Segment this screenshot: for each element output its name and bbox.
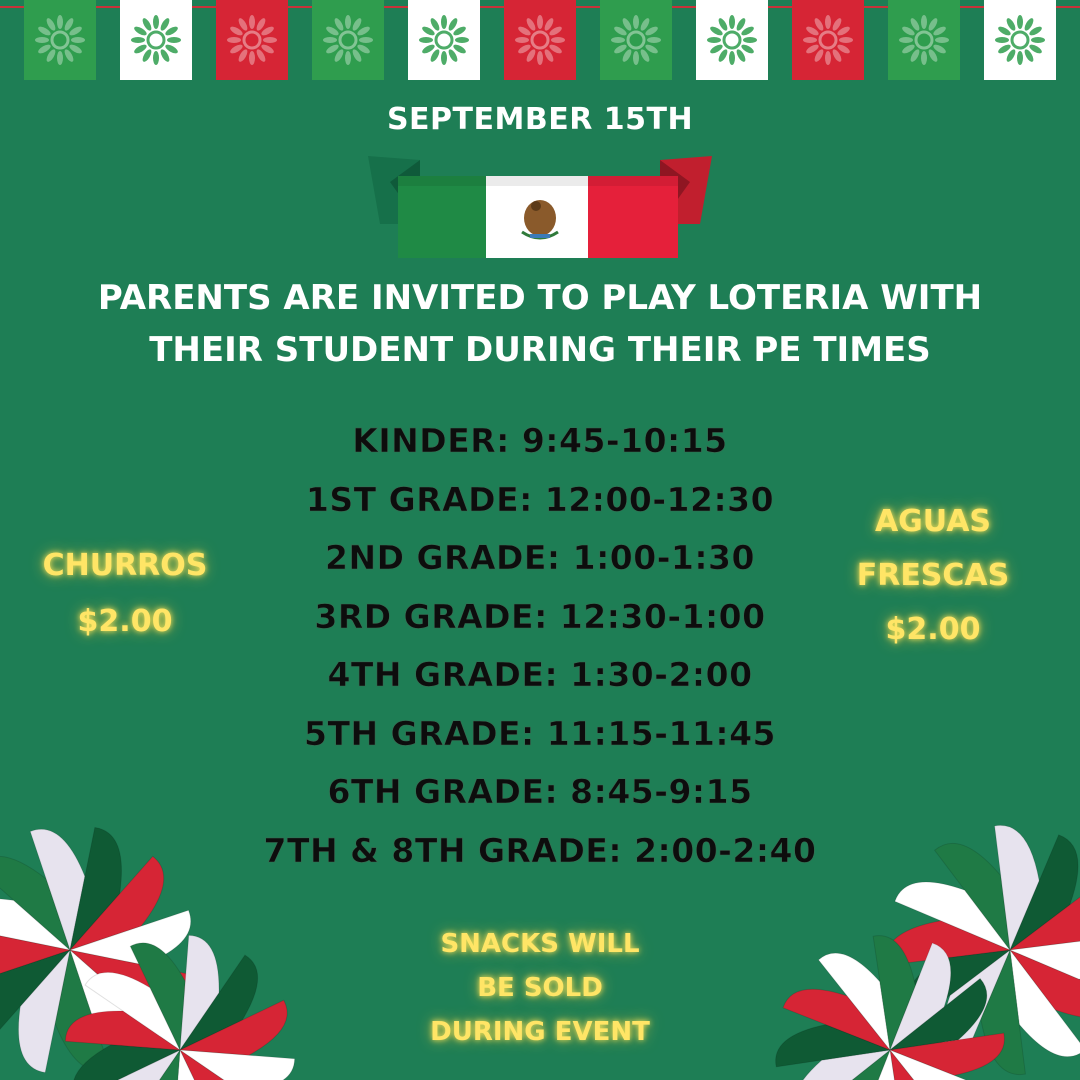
schedule-item: 4TH GRADE: 1:30-2:00 [327,655,753,694]
papel-picado-flag [120,0,192,80]
snacks-line: SNACKS WILL [440,929,640,959]
paper-fan-icon [60,930,300,1080]
schedule-item: 6TH GRADE: 8:45-9:15 [327,772,753,811]
mexican-flag-ribbon-icon [360,152,720,262]
papel-picado-flag [600,0,672,80]
headline-line: THEIR STUDENT DURING THEIR PE TIMES [149,330,931,370]
event-date: SEPTEMBER 15TH [386,102,694,137]
schedule-item: 2ND GRADE: 1:00-1:30 [325,538,755,577]
papel-picado-flag [504,0,576,80]
papel-picado-flag [792,0,864,80]
aguas-amount: $2.00 [885,612,981,647]
schedule-item: KINDER: 9:45-10:15 [352,421,728,460]
churros-label: CHURROS [42,548,208,583]
invitation-headline [0,272,1080,376]
schedule-item: 5TH GRADE: 11:15-11:45 [303,713,777,753]
papel-picado-flag [312,0,384,80]
papel-picado-flag [984,0,1056,80]
papel-picado-flag [216,0,288,80]
schedule-item: 7TH & 8TH GRADE: 2:00-2:40 [263,830,817,870]
papel-picado-flag [24,0,96,80]
aguas-frescas-price [838,495,1028,657]
papel-picado-flag [888,0,960,80]
churros-price [20,538,230,650]
schedule-item: 1ST GRADE: 12:00-12:30 [305,479,775,519]
papel-picado-flag [696,0,768,80]
frescas-label: FRESCAS [856,558,1010,593]
headline-line: PARENTS ARE INVITED TO PLAY LOTERIA WITH [97,278,983,318]
pe-schedule-list [220,412,860,880]
papel-picado-flag [408,0,480,80]
snacks-line: BE SOLD [477,973,603,1003]
paper-fan-icon [770,930,1010,1080]
snacks-line: DURING EVENT [430,1017,650,1047]
snacks-note [380,922,700,1054]
aguas-label: AGUAS [874,504,992,539]
churros-amount: $2.00 [77,604,173,639]
schedule-item: 3RD GRADE: 12:30-1:00 [314,596,766,636]
